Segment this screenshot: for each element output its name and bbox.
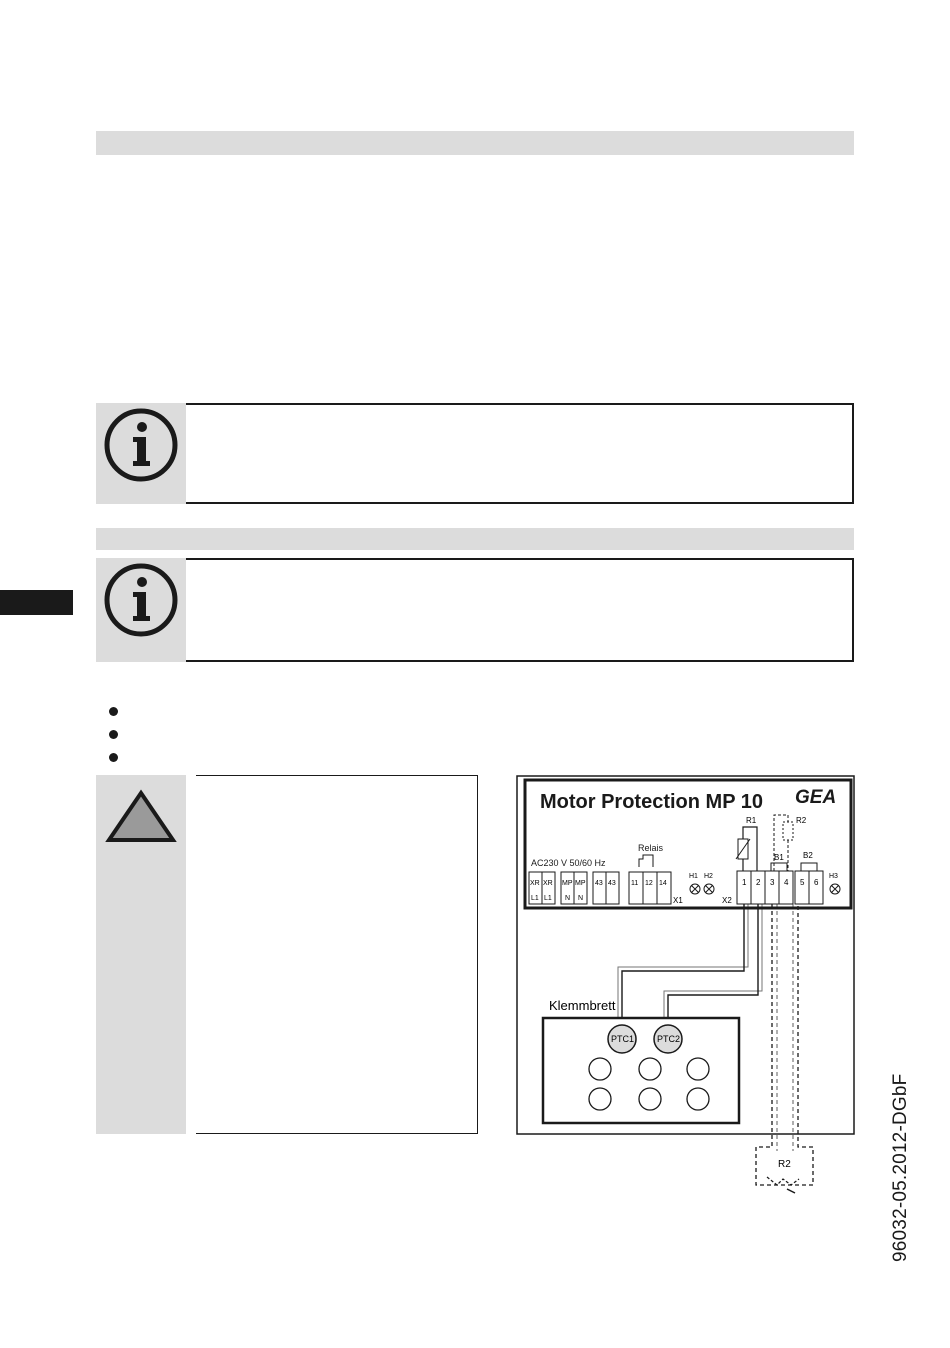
- ptc1-connector: [608, 1025, 636, 1053]
- chapter-tab: [0, 590, 73, 615]
- terminal-top-label: 43: [608, 880, 616, 887]
- document-number: 96032-05.2012-DGbF: [890, 1073, 911, 1262]
- terminal-bottom-label: L1: [531, 895, 539, 902]
- terminal-bottom-label: L1: [544, 895, 552, 902]
- terminal-bottom-label: N: [578, 895, 584, 902]
- info-box-icon-cell: [96, 558, 186, 662]
- ptc1-label: PTC1: [611, 1034, 635, 1044]
- relay-terminal-label: 12: [645, 880, 653, 887]
- h3-label: H3: [829, 873, 838, 880]
- sensor-terminal-label: 3: [770, 878, 775, 887]
- sensor-terminal-label: 6: [814, 878, 819, 887]
- relay-terminal-label: 14: [659, 880, 667, 887]
- sensor-terminal-label: 5: [800, 878, 805, 887]
- b1-label: B1: [774, 853, 784, 862]
- ptc2-connector: [654, 1025, 682, 1053]
- terminal-top-label: MP: [562, 880, 573, 887]
- sensor-terminal-label: 4: [784, 878, 789, 887]
- info-box: [186, 558, 854, 662]
- r1-label: R1: [746, 816, 757, 825]
- sensor-terminal-label: 1: [742, 878, 747, 887]
- thermistor-r2-icon: [783, 822, 793, 840]
- section-header-bar: [96, 131, 854, 155]
- relay-label: Relais: [638, 843, 664, 853]
- device-title: Motor Protection MP 10: [540, 791, 763, 813]
- warning-box: [196, 775, 478, 1134]
- x1-label: X1: [673, 896, 683, 905]
- thermistor-r2-external-icon: [767, 1177, 799, 1185]
- list-bullet: [109, 753, 118, 762]
- list-bullet: [109, 707, 118, 716]
- r2-label: R2: [796, 816, 807, 825]
- terminal-top-label: XR: [530, 880, 540, 887]
- terminal-strip-sensor: [737, 871, 823, 904]
- terminal-strip-supply: [529, 872, 619, 904]
- ptc2-label: PTC2: [657, 1034, 681, 1044]
- info-icon: [96, 403, 186, 504]
- wiring-diagram: [515, 775, 857, 1200]
- h1-label: H1: [689, 873, 698, 880]
- x2-label: X2: [722, 896, 732, 905]
- info-box-icon-cell: [96, 403, 186, 504]
- info-box: [186, 403, 854, 504]
- r2-external-label: R2: [778, 1159, 791, 1170]
- warning-box-icon-cell: [96, 775, 186, 1134]
- terminal-top-label: XR: [543, 880, 553, 887]
- terminal-top-label: 43: [595, 880, 603, 887]
- sensor-terminal-label: 2: [756, 878, 761, 887]
- terminal-top-label: MP: [575, 880, 586, 887]
- indicator-lamp-icon: [704, 884, 714, 894]
- h2-label: H2: [704, 873, 713, 880]
- b2-label: B2: [803, 851, 813, 860]
- terminal-bottom-label: N: [565, 895, 571, 902]
- gea-logo: GEA: [795, 787, 837, 808]
- relay-terminal-label: 11: [631, 880, 639, 887]
- terminal-board-label: Klemmbrett: [549, 998, 616, 1013]
- section-header-bar: [96, 528, 854, 550]
- terminal-strip-relay: [629, 872, 671, 904]
- list-bullet: [109, 730, 118, 739]
- warning-triangle-icon: [96, 775, 186, 855]
- supply-label: AC230 V 50/60 Hz: [531, 858, 606, 868]
- indicator-lamp-icon: [690, 884, 700, 894]
- info-icon: [96, 558, 186, 662]
- indicator-lamp-icon: [830, 884, 840, 894]
